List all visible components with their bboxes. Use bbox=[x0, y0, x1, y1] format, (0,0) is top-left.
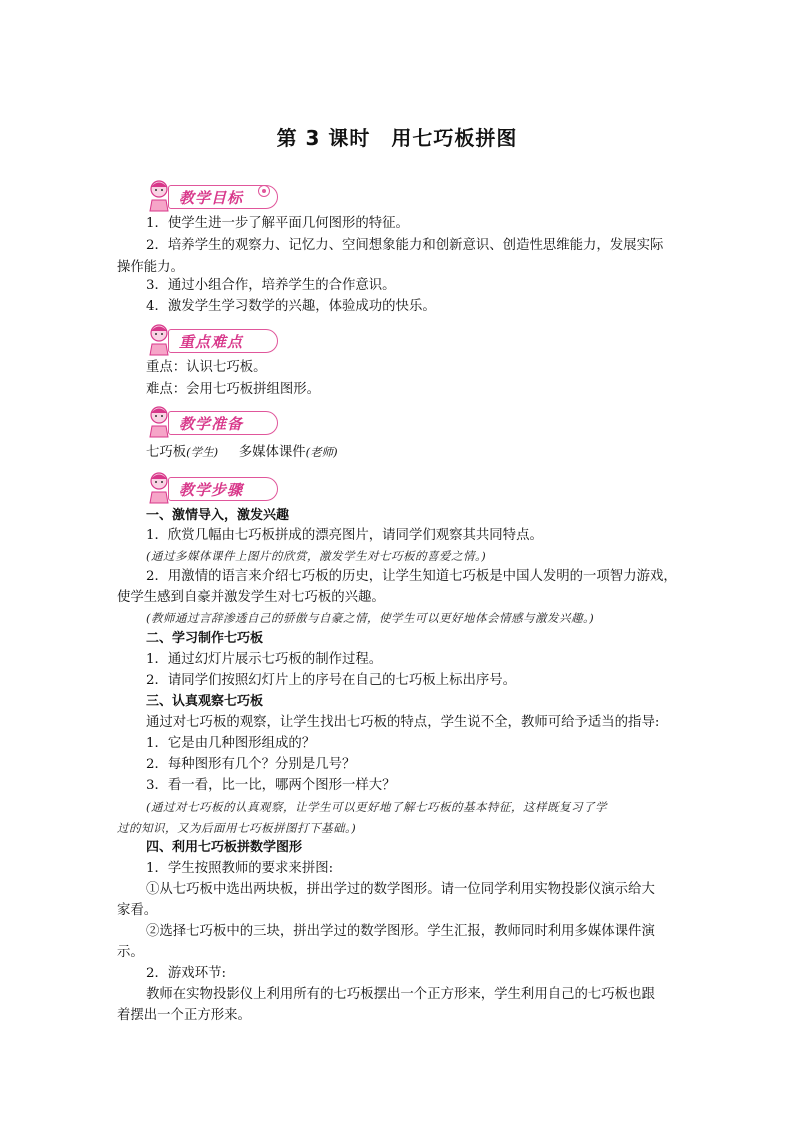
step-4-game-line-cont: 着摆出一个正方形来。 bbox=[117, 1008, 251, 1023]
step-3-note: (通过对七巧板的认真观察，让学生可以更好地了解七巧板的基本特征，这样既复习了学 bbox=[146, 800, 607, 814]
step-2-line-1: 1．通过幻灯片展示七巧板的制作过程。 bbox=[146, 652, 383, 667]
step-1-title: 一、激情导入，激发兴趣 bbox=[146, 508, 290, 523]
section-header-keypoints bbox=[146, 324, 262, 354]
step-4-line-1: 1．学生按照教师的要求来拼图: bbox=[146, 861, 334, 876]
prep-item-2: 多媒体课件 bbox=[238, 445, 306, 460]
step-4-game-line: 教师在实物投影仪上利用所有的七巧板摆出一个正方形来，学生利用自己的七巧板也跟 bbox=[146, 987, 655, 1002]
step-3-question-3: 3．看一看，比一比，哪两个图形一样大？ bbox=[146, 778, 396, 793]
step-4-item-b: ②选择七巧板中的三块，拼出学过的数学图形。学生汇报，教师同时利用多媒体课件演 bbox=[146, 924, 655, 939]
keypoint-difficulty: 难点：会用七巧板拼组图形。 bbox=[146, 382, 321, 397]
prep-line bbox=[146, 442, 338, 463]
section-header-prep bbox=[146, 406, 262, 436]
section-banner: 教学准备 bbox=[168, 411, 278, 435]
target-icon bbox=[258, 185, 270, 197]
section-banner: 教学目标 bbox=[168, 185, 278, 209]
step-4-item-b-cont: 示。 bbox=[117, 945, 144, 960]
prep-item-1-note: (学生) bbox=[186, 445, 219, 459]
objective-2-cont: 操作能力。 bbox=[117, 260, 184, 275]
section-header-steps bbox=[146, 472, 262, 502]
step-4-item-a: ①从七巧板中选出两块板，拼出学过的数学图形。请一位同学利用实物投影仪演示给大 bbox=[146, 882, 655, 897]
objective-1: 1．使学生进一步了解平面几何图形的特征。 bbox=[146, 216, 409, 231]
prep-item-1: 七巧板 bbox=[146, 445, 187, 460]
step-4-title: 四、利用七巧板拼数学图形 bbox=[146, 840, 303, 855]
section-banner: 重点难点 bbox=[168, 329, 278, 353]
objective-2: 2．培养学生的观察力、记忆力、空间想象能力和创新意识、创造性思维能力，发展实际 bbox=[146, 238, 664, 253]
step-4-item-a-cont: 家看。 bbox=[117, 903, 158, 918]
step-3-title: 三、认真观察七巧板 bbox=[146, 694, 264, 709]
step-1-line-2: 2．用激情的语言来介绍七巧板的历史，让学生知道七巧板是中国人发明的一项智力游戏， bbox=[146, 569, 677, 584]
keypoint-key: 重点：认识七巧板。 bbox=[146, 360, 267, 375]
step-3-question-1: 1．它是由几种图形组成的？ bbox=[146, 736, 316, 751]
step-1-note-2: (教师通过言辞渗透自己的骄傲与自豪之情，使学生可以更好地体会情感与激发兴趣。) bbox=[146, 611, 595, 625]
section-header-objectives bbox=[146, 180, 262, 210]
step-2-line-2: 2．请同学们按照幻灯片上的序号在自己的七巧板上标出序号。 bbox=[146, 673, 517, 688]
step-3-intro: 通过对七巧板的观察，让学生找出七巧板的特点，学生说不全，教师可给予适当的指导: bbox=[146, 715, 660, 730]
prep-item-2-note: (老师) bbox=[305, 445, 338, 459]
step-1-line-1: 1．欣赏几幅由七巧板拼成的漂亮图片，请同学们观察其共同特点。 bbox=[146, 528, 543, 543]
step-1-note-1: (通过多媒体课件上图片的欣赏，激发学生对七巧板的喜爱之情。) bbox=[146, 549, 487, 563]
page-title: 第 3 课时 用七巧板拼图 bbox=[276, 126, 518, 150]
step-1-line-2-cont: 使学生感到自豪并激发学生对七巧板的兴趣。 bbox=[117, 590, 385, 605]
section-banner: 教学步骤 bbox=[168, 477, 278, 501]
objective-4: 4．激发学生学习数学的兴趣，体验成功的快乐。 bbox=[146, 299, 436, 314]
step-4-line-2: 2．游戏环节: bbox=[146, 966, 226, 981]
step-2-title: 二、学习制作七巧板 bbox=[146, 631, 264, 646]
step-3-question-2: 2．每种图形有几个？分别是几号？ bbox=[146, 757, 356, 772]
objective-3: 3．通过小组合作，培养学生的合作意识。 bbox=[146, 278, 396, 293]
step-3-note-cont: 过的知识，又为后面用七巧板拼图打下基础。) bbox=[117, 821, 357, 835]
